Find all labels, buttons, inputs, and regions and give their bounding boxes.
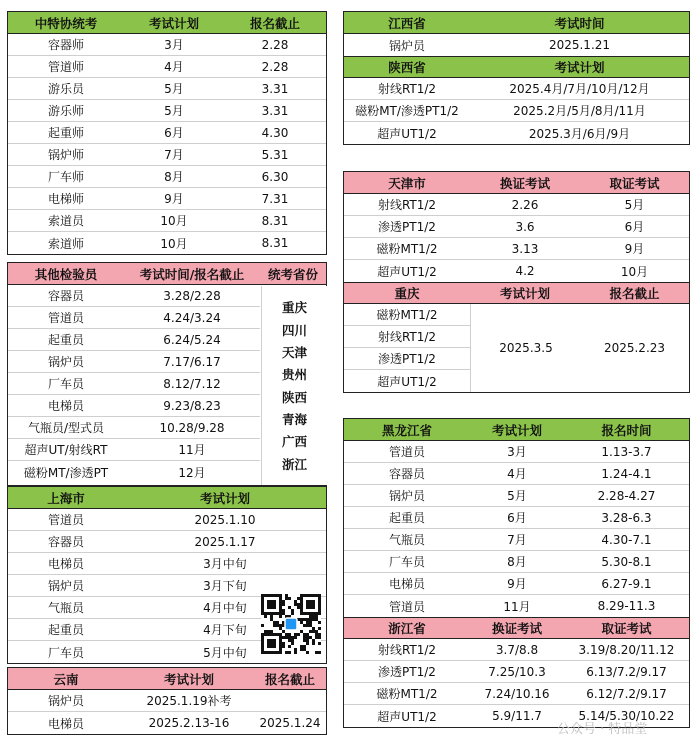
table-cell: 电梯员 [388, 577, 425, 591]
table-row [344, 507, 689, 529]
table-cell: 7.24/10.16 [484, 686, 550, 701]
table-cell: 锅炉员 [47, 355, 84, 369]
table-row [8, 307, 260, 329]
table-cell: 4.2 [515, 264, 535, 278]
table-row [344, 661, 689, 683]
table-row [8, 34, 326, 56]
table-cell: 索道师 [47, 236, 84, 251]
table-row [8, 439, 260, 461]
chongqing-deadline: 2025.2.23 [580, 304, 689, 392]
table-row [344, 34, 689, 56]
table-row [344, 441, 689, 463]
table-cell: 2025.3月/6月/9月 [528, 126, 631, 141]
table-cell: 5月 [507, 489, 527, 503]
table-cell: 6月 [507, 511, 527, 525]
table-row [344, 348, 470, 370]
table-cell: 3.6 [515, 219, 535, 234]
table-cell: 5月 [624, 198, 645, 212]
table-cell: 锅炉师 [47, 148, 84, 162]
table-cell: 起重师 [47, 126, 84, 140]
table-cell: 4月中旬 [203, 601, 247, 615]
table-row [8, 78, 326, 100]
table-cell: 4月下旬 [203, 623, 247, 637]
table-cell: 9月 [624, 242, 645, 256]
table-cell: 3.19/8.20/11.12 [578, 642, 675, 657]
chongqing-plan: 2025.3.5 [470, 304, 581, 392]
table-cell: 8月 [164, 170, 184, 184]
province-name: 四川 [281, 322, 307, 338]
table-yunnan [7, 667, 327, 735]
table-cell: 锅炉员 [388, 38, 425, 53]
table-cell: 2.26 [511, 197, 539, 212]
table-row [344, 485, 689, 507]
table-cell: 2.28 [261, 37, 289, 52]
table-cell: 射线RT1/2 [377, 643, 437, 657]
table-cell: 电梯师 [47, 192, 84, 206]
table-row [344, 639, 689, 661]
table-row [8, 712, 326, 734]
table-header: 云南 考试计划 报名截止 [8, 668, 326, 690]
table-header: 江西省 考试时间 [344, 12, 689, 34]
table-cell: 容器师 [47, 38, 84, 52]
table-header: 重庆 考试计划 报名截止 [344, 282, 689, 304]
table-cell: 2025.1.19补考 [146, 694, 232, 708]
table-cell: 起重员 [47, 623, 84, 637]
table-cell: 9月 [507, 577, 527, 591]
table-cell: 容器员 [47, 535, 84, 549]
table-cell: 管道员 [388, 445, 425, 459]
province-name: 浙江 [281, 456, 307, 472]
table-cell: 射线RT1/2 [377, 330, 437, 344]
table-row [344, 683, 689, 705]
table-cell: 5.30-8.1 [601, 554, 652, 569]
table-cell: 1.24-4.1 [601, 466, 652, 481]
table-row [344, 238, 689, 260]
province-name: 广西 [281, 434, 307, 450]
table-cell: 3月下旬 [203, 579, 247, 593]
table-cell: 5.9/11.7 [492, 709, 542, 723]
table-cell: 7月 [507, 533, 527, 547]
table-cell: 5月中旬 [203, 645, 247, 660]
table-cell: 超声UT/射线RT [24, 443, 108, 457]
table-cell: 2025.1.17 [194, 534, 256, 549]
table-cell: 7.17/6.17 [163, 354, 221, 369]
table-cell: 2025.4月/7月/10月/12月 [509, 82, 650, 96]
table-jiangxi-shaanxi [343, 11, 690, 145]
table-cell: 6月 [164, 126, 184, 140]
table-cell: 超声UT1/2 [377, 374, 437, 389]
table-cell [254, 690, 326, 711]
table-row [8, 232, 326, 254]
table-cell: 6.30 [261, 169, 289, 184]
table-cell: 容器员 [47, 289, 84, 303]
table-row [8, 122, 326, 144]
table-header: 黑龙江省 考试计划 报名时间 [344, 419, 689, 441]
table-cell: 10月 [160, 214, 188, 228]
table-row [344, 551, 689, 573]
table-other-inspectors [7, 262, 327, 486]
table-cell: 游乐师 [47, 104, 84, 118]
table-cell: 4月 [507, 467, 527, 481]
table-cell: 6.12/7.2/9.17 [586, 686, 667, 701]
table-row [344, 529, 689, 551]
table-cell: 厂车员 [388, 555, 425, 569]
table-cell: 12月 [178, 465, 206, 480]
province-name: 青海 [281, 412, 307, 428]
watermark: 公众号 · 特品堂 [557, 722, 648, 737]
table-cell: 射线RT1/2 [377, 82, 437, 96]
province-name: 陕西 [281, 389, 307, 405]
table-row [8, 461, 260, 483]
table-cell: 8.31 [261, 213, 289, 228]
table-cell: 厂车员 [47, 377, 84, 391]
table-cell: 4.30-7.1 [601, 532, 652, 547]
table-cell: 5.14/5.30/10.22 [578, 709, 675, 723]
table-cell: 厂车师 [47, 170, 84, 184]
table-cell: 超声UT1/2 [377, 264, 437, 279]
table-cell: 2025.1.21 [548, 38, 611, 52]
table-cell: 9月 [164, 192, 184, 206]
table-row [344, 595, 689, 617]
table-cell: 锅炉员 [47, 694, 84, 708]
table-cell: 索道员 [47, 214, 84, 228]
table-cell: 游乐员 [47, 82, 84, 96]
table-cell: 4.24/3.24 [163, 310, 221, 325]
table-row [8, 56, 326, 78]
table-row [8, 531, 326, 553]
table-row [344, 194, 689, 216]
table-cell: 3月 [164, 38, 184, 52]
table-cell: 2025.1.10 [194, 512, 256, 527]
province-list [261, 286, 327, 485]
table-cell: 7月 [164, 148, 184, 162]
table-cell: 6.13/7.2/9.17 [586, 664, 667, 679]
table-row [344, 304, 470, 326]
table-cell: 3月 [507, 445, 527, 459]
table-cell: 管道员 [388, 599, 425, 614]
table-cell: 磁粉MT1/2 [376, 308, 438, 322]
table-header: 天津市 换证考试 取证考试 [344, 172, 689, 194]
table-cell: 渗透PT1/2 [378, 220, 436, 234]
table-row [8, 210, 326, 232]
table-cell: 管道员 [47, 513, 84, 527]
table-cell: 11月 [503, 599, 531, 614]
table-cell: 磁粉MT/渗透PT1/2 [355, 104, 459, 118]
table-cell: 2.28-4.27 [597, 488, 656, 503]
table-cell: 电梯员 [47, 557, 84, 571]
table-cell: 8.12/7.12 [163, 376, 221, 391]
table-cell: 锅炉员 [388, 489, 425, 503]
table-cell: 起重员 [47, 333, 84, 347]
table-row [344, 326, 470, 348]
table-cell: 锅炉员 [47, 579, 84, 593]
table-cell: 管道员 [47, 311, 84, 325]
table-row [8, 100, 326, 122]
table-cell: 7.25/10.3 [488, 664, 546, 679]
table-cell: 容器员 [388, 467, 425, 481]
province-name: 重庆 [281, 300, 307, 316]
table-cell: 磁粉MT1/2 [376, 242, 438, 256]
table-row [8, 166, 326, 188]
table-cell: 5月 [164, 82, 184, 96]
table-cell: 起重员 [388, 511, 425, 525]
table-cell: 厂车员 [47, 645, 84, 660]
table-row [8, 373, 260, 395]
table-cell: 2025.2月/5月/8月/11月 [513, 104, 646, 118]
table-cell: 超声UT1/2 [377, 709, 437, 724]
table-cell: 9.23/8.23 [163, 398, 221, 413]
table-cell: 磁粉MT1/2 [376, 687, 438, 701]
table-cell: 6月 [624, 220, 645, 234]
table-row [8, 285, 260, 307]
table-cell: 11月 [178, 443, 206, 457]
table-cell: 3.28/2.28 [163, 288, 221, 303]
table-cell: 3.28-6.3 [601, 510, 652, 525]
table-row [344, 78, 689, 100]
province-name: 贵州 [281, 367, 307, 383]
table-row [344, 216, 689, 238]
table-cell: 气瓶员 [47, 601, 84, 615]
table-row [8, 144, 326, 166]
table-heilongjiang-zhejiang [343, 418, 690, 728]
table-cell: 3.13 [511, 241, 539, 256]
table-cell: 8.29-11.3 [597, 599, 656, 613]
table-cell: 管道师 [47, 60, 84, 74]
table-row [344, 260, 689, 282]
table-header: 浙江省 换证考试 取证考试 [344, 617, 689, 639]
table-row [8, 509, 326, 531]
table-cell: 6.24/5.24 [163, 332, 221, 347]
table-header: 上海市 考试计划 [8, 487, 326, 509]
table-row [344, 463, 689, 485]
table-cell: 4月 [164, 60, 184, 74]
table-row [344, 100, 689, 122]
table-cell: 3.31 [261, 103, 289, 118]
table-cell: 磁粉MT/渗透PT [23, 465, 109, 480]
table-cell: 4.30 [261, 125, 289, 140]
table-cell: 超声UT1/2 [377, 126, 437, 141]
table-cell: 8.31 [261, 236, 289, 250]
table-cell: 5月 [164, 104, 184, 118]
table-row [8, 417, 260, 439]
table-row [344, 370, 470, 392]
table-cell: 2.28 [261, 59, 289, 74]
table-cell: 6.27-9.1 [601, 576, 652, 591]
table-cell: 10.28/9.28 [159, 420, 225, 435]
table-cell: 3.7/8.8 [495, 642, 539, 657]
table-cell: 1.13-3.7 [601, 444, 652, 459]
table-row [8, 329, 260, 351]
table-cell: 3.31 [261, 81, 289, 96]
table-row [344, 573, 689, 595]
table-cell: 气瓶员 [388, 533, 425, 547]
table-row [8, 690, 326, 712]
table-row [8, 351, 260, 373]
table-cell: 射线RT1/2 [377, 198, 437, 212]
table-zhongte [7, 11, 327, 255]
table-header: 中特协统考 考试计划 报名截止 [8, 12, 326, 34]
table-header: 陕西省 考试计划 [344, 56, 689, 78]
table-cell: 电梯员 [47, 716, 84, 731]
table-cell: 渗透PT1/2 [378, 665, 436, 679]
table-cell: 8月 [507, 555, 527, 569]
province-name: 天津 [281, 344, 307, 360]
table-tianjin-chongqing [343, 171, 690, 393]
table-row [344, 122, 689, 144]
table-row [8, 188, 326, 210]
table-cell: 10月 [620, 264, 649, 279]
table-cell: 2025.1.24 [259, 716, 321, 730]
qr-code-icon [261, 594, 321, 654]
table-cell: 气瓶员/型式员 [27, 421, 105, 435]
table-cell: 5.31 [261, 147, 289, 162]
table-cell: 2025.2.13-16 [148, 716, 230, 730]
table-row [8, 395, 260, 417]
table-cell: 渗透PT1/2 [378, 352, 436, 366]
table-cell: 10月 [160, 236, 188, 251]
table-row [8, 553, 326, 575]
table-header: 其他检验员 考试时间/报名截止 统考省份 [8, 263, 326, 285]
table-cell: 3月中旬 [203, 557, 247, 571]
table-cell: 7.31 [261, 191, 289, 206]
table-cell: 电梯员 [47, 399, 84, 413]
